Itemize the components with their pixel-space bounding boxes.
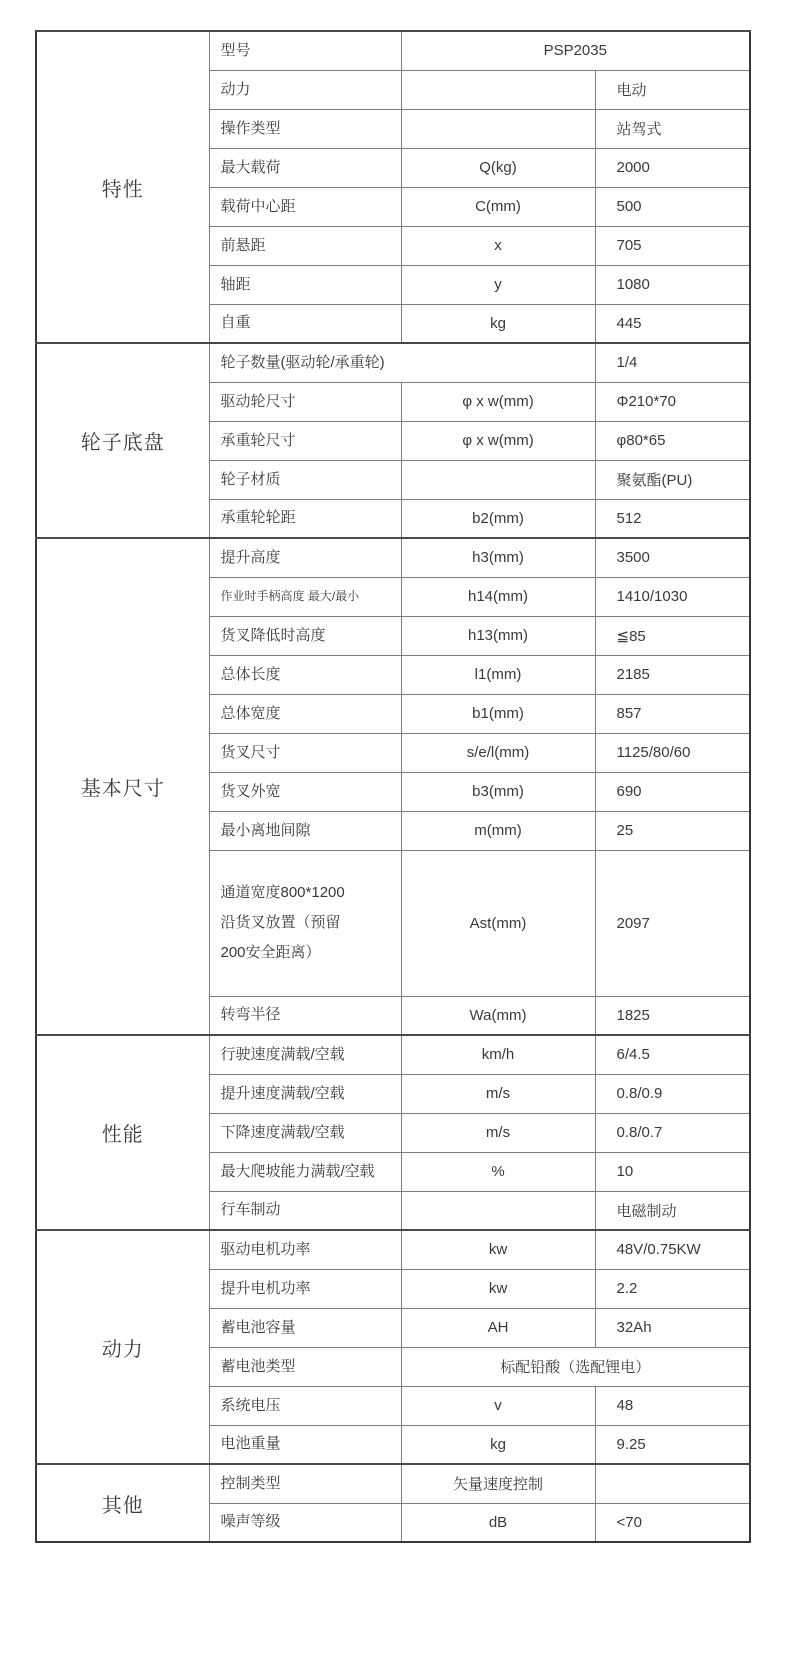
spec-label: 型号 <box>209 31 401 70</box>
spec-value: 0.8/0.7 <box>595 1113 750 1152</box>
spec-value: 32Ah <box>595 1308 750 1347</box>
spec-label: 提升高度 <box>209 538 401 577</box>
spec-label: 转弯半径 <box>209 996 401 1035</box>
spec-unit: y <box>401 265 595 304</box>
spec-value: 聚氨酯(PU) <box>595 460 750 499</box>
spec-unit: h14(mm) <box>401 577 595 616</box>
spec-value: 1410/1030 <box>595 577 750 616</box>
table-row <box>36 31 750 70</box>
spec-value: 690 <box>595 772 750 811</box>
spec-label: 轮子材质 <box>209 460 401 499</box>
spec-unit: Wa(mm) <box>401 996 595 1035</box>
spec-value: 500 <box>595 187 750 226</box>
spec-value: 1080 <box>595 265 750 304</box>
category-cell-other: 其他 <box>36 1464 209 1542</box>
spec-unit: Ast(mm) <box>401 850 595 996</box>
spec-value: 2000 <box>595 148 750 187</box>
spec-unit: x <box>401 226 595 265</box>
spec-label: 最大载荷 <box>209 148 401 187</box>
spec-label: 轴距 <box>209 265 401 304</box>
spec-label: 最大爬坡能力满载/空载 <box>209 1152 401 1191</box>
spec-label: 操作类型 <box>209 109 401 148</box>
category-cell-features: 特性 <box>36 31 209 343</box>
spec-value: 1125/80/60 <box>595 733 750 772</box>
spec-label: 总体宽度 <box>209 694 401 733</box>
spec-label: 动力 <box>209 70 401 109</box>
spec-unit: kg <box>401 1425 595 1464</box>
spec-label: 驱动电机功率 <box>209 1230 401 1269</box>
spec-value: 48 <box>595 1386 750 1425</box>
spec-label: 提升电机功率 <box>209 1269 401 1308</box>
spec-unit: m(mm) <box>401 811 595 850</box>
spec-value: 9.25 <box>595 1425 750 1464</box>
spec-unit: m/s <box>401 1074 595 1113</box>
spec-unit <box>401 70 595 109</box>
spec-label: 总体长度 <box>209 655 401 694</box>
spec-unit <box>401 1191 595 1230</box>
spec-value: Φ210*70 <box>595 382 750 421</box>
spec-label: 驱动轮尺寸 <box>209 382 401 421</box>
spec-label: 电池重量 <box>209 1425 401 1464</box>
spec-label: 承重轮轮距 <box>209 499 401 538</box>
spec-label: 货叉降低时高度 <box>209 616 401 655</box>
spec-label: 行驶速度满载/空载 <box>209 1035 401 1074</box>
table-row <box>36 538 750 577</box>
spec-label: 噪声等级 <box>209 1503 401 1542</box>
spec-unit: h13(mm) <box>401 616 595 655</box>
spec-unit: b2(mm) <box>401 499 595 538</box>
spec-label: 最小离地间隙 <box>209 811 401 850</box>
spec-label: 系统电压 <box>209 1386 401 1425</box>
spec-value: 标配铅酸（选配锂电） <box>401 1347 750 1386</box>
spec-unit: kg <box>401 304 595 343</box>
spec-value <box>595 1464 750 1503</box>
spec-table <box>35 30 751 1543</box>
spec-value: 1825 <box>595 996 750 1035</box>
category-cell-basic-dimensions: 基本尺寸 <box>36 538 209 1035</box>
spec-unit: km/h <box>401 1035 595 1074</box>
spec-unit: b3(mm) <box>401 772 595 811</box>
spec-unit: C(mm) <box>401 187 595 226</box>
spec-label: 下降速度满载/空载 <box>209 1113 401 1152</box>
spec-label: 货叉外宽 <box>209 772 401 811</box>
spec-label: 蓄电池容量 <box>209 1308 401 1347</box>
spec-unit <box>401 109 595 148</box>
spec-value: 电动 <box>595 70 750 109</box>
spec-value: 电磁制动 <box>595 1191 750 1230</box>
spec-value: 3500 <box>595 538 750 577</box>
spec-value: 2097 <box>595 850 750 996</box>
spec-label: 通道宽度800*1200沿货叉放置（预留200安全距离） <box>209 850 401 996</box>
spec-value: 站驾式 <box>595 109 750 148</box>
spec-value: <70 <box>595 1503 750 1542</box>
spec-value: 1/4 <box>595 343 750 382</box>
spec-value: 48V/0.75KW <box>595 1230 750 1269</box>
spec-value: 2.2 <box>595 1269 750 1308</box>
spec-value: 10 <box>595 1152 750 1191</box>
spec-label: 蓄电池类型 <box>209 1347 401 1386</box>
spec-label: 自重 <box>209 304 401 343</box>
spec-value: 25 <box>595 811 750 850</box>
spec-label: 承重轮尺寸 <box>209 421 401 460</box>
category-cell-power: 动力 <box>36 1230 209 1464</box>
spec-unit: m/s <box>401 1113 595 1152</box>
spec-unit: φ x w(mm) <box>401 421 595 460</box>
spec-label: 轮子数量(驱动轮/承重轮) <box>209 343 595 382</box>
spec-value: 705 <box>595 226 750 265</box>
spec-unit: kw <box>401 1230 595 1269</box>
spec-label: 载荷中心距 <box>209 187 401 226</box>
spec-unit: % <box>401 1152 595 1191</box>
table-row <box>36 343 750 382</box>
spec-unit: l1(mm) <box>401 655 595 694</box>
spec-unit: 矢量速度控制 <box>401 1464 595 1503</box>
spec-value: ≦85 <box>595 616 750 655</box>
spec-label: 提升速度满载/空载 <box>209 1074 401 1113</box>
category-cell-wheels-chassis: 轮子底盘 <box>36 343 209 538</box>
table-row <box>36 1464 750 1503</box>
spec-value: 445 <box>595 304 750 343</box>
spec-unit: b1(mm) <box>401 694 595 733</box>
spec-unit: kw <box>401 1269 595 1308</box>
spec-unit: v <box>401 1386 595 1425</box>
spec-unit: AH <box>401 1308 595 1347</box>
spec-label: 作业时手柄高度 最大/最小 <box>209 577 401 616</box>
table-row <box>36 1035 750 1074</box>
spec-unit <box>401 460 595 499</box>
spec-value: 0.8/0.9 <box>595 1074 750 1113</box>
spec-value: 6/4.5 <box>595 1035 750 1074</box>
spec-label: 前悬距 <box>209 226 401 265</box>
table-row <box>36 1230 750 1269</box>
spec-unit: Q(kg) <box>401 148 595 187</box>
spec-value: PSP2035 <box>401 31 750 70</box>
spec-unit: dB <box>401 1503 595 1542</box>
spec-label: 控制类型 <box>209 1464 401 1503</box>
spec-value: 2185 <box>595 655 750 694</box>
spec-value: 512 <box>595 499 750 538</box>
spec-value: φ80*65 <box>595 421 750 460</box>
spec-label: 行车制动 <box>209 1191 401 1230</box>
category-cell-performance: 性能 <box>36 1035 209 1230</box>
spec-unit: h3(mm) <box>401 538 595 577</box>
spec-value: 857 <box>595 694 750 733</box>
spec-label: 货叉尺寸 <box>209 733 401 772</box>
spec-unit: φ x w(mm) <box>401 382 595 421</box>
spec-unit: s/e/l(mm) <box>401 733 595 772</box>
